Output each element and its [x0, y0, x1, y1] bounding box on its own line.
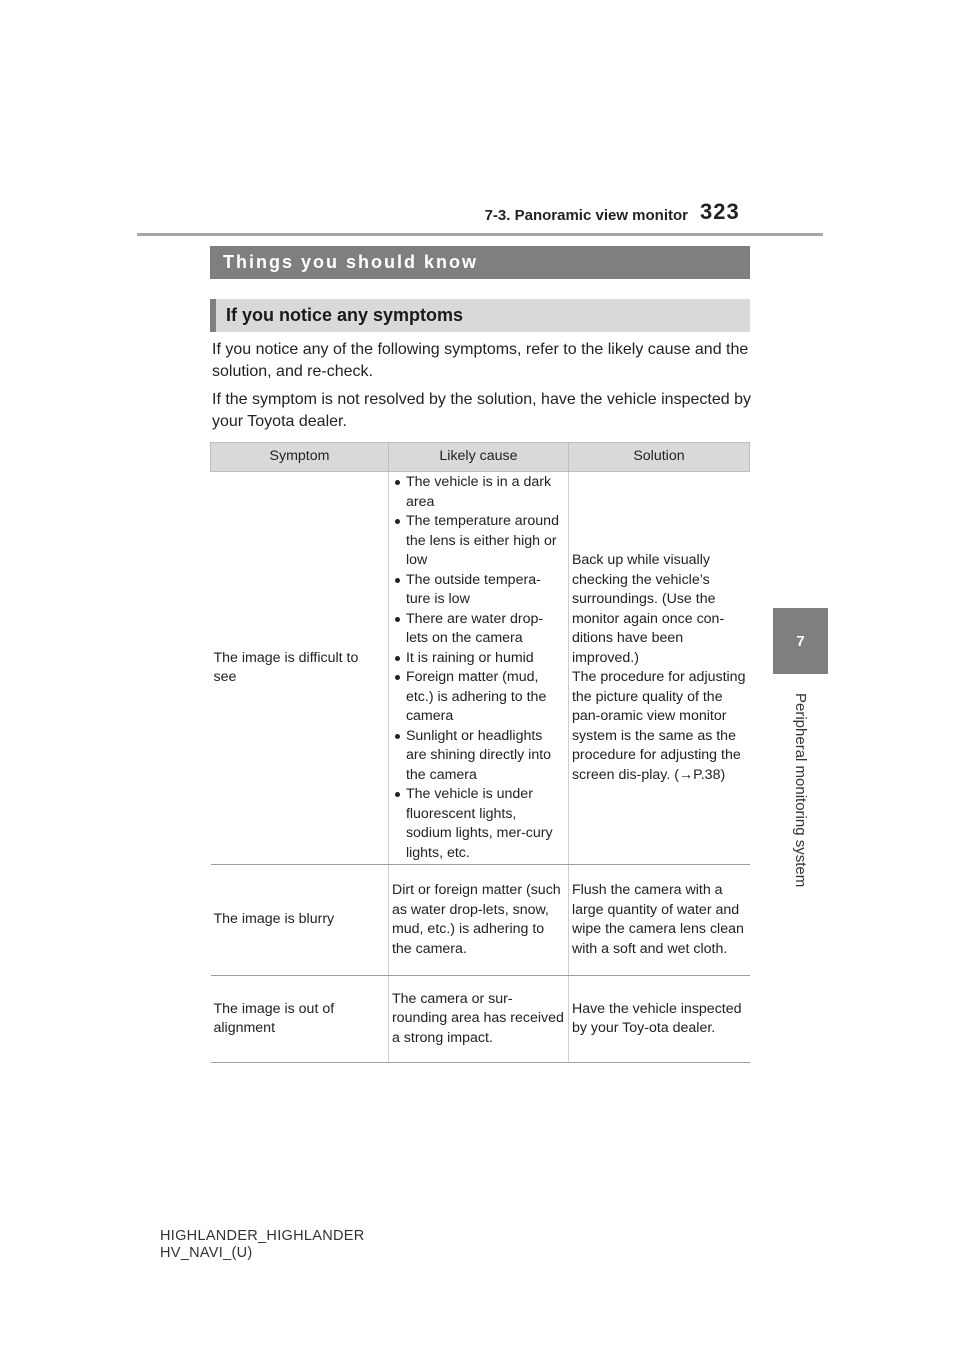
symptom-table — [210, 442, 750, 1063]
chapter-title: Peripheral monitoring system — [792, 692, 809, 888]
intro-paragraph-1: If you notice any of the following symptoms, refer to the likely cause and the solution, and re-check. — [212, 341, 749, 380]
document-footer — [160, 1228, 365, 1262]
cause-cell — [388, 472, 568, 865]
list-item: The vehicle is under fluorescent lights, sodium lights, mer-cury lights, etc. — [392, 785, 565, 863]
symptom-cell: The image is difficult to see — [211, 472, 389, 865]
list-item: The outside tempera-ture is low — [392, 571, 565, 610]
list-item: The vehicle is in a dark area — [392, 473, 565, 512]
header-divider — [137, 233, 823, 236]
table-row — [211, 976, 750, 1063]
table-row — [211, 865, 750, 976]
solution-text: Back up while visually checking the vehicle’s surroundings. (Use the monitor again once con-ditions have been improved.) — [571, 552, 725, 666]
solution-text-extra: The procedure for adjusting the picture quality of the pan-oramic view monitor system is the same as the procedure for adjusting the screen dis-play. (→P.38) — [571, 669, 746, 783]
column-header-solution: Solution — [568, 443, 749, 472]
chapter-tab-label — [773, 680, 828, 900]
solution-cell — [568, 472, 749, 865]
section-banner: Things you should know — [210, 246, 750, 279]
column-header-symptom: Symptom — [211, 443, 389, 472]
subsection-banner: If you notice any symptoms — [210, 299, 750, 332]
cause-cell: Dirt or foreign matter (such as water drop-lets, snow, mud, etc.) is adhering to the camera. — [388, 865, 568, 976]
cause-cell: The camera or sur-rounding area has received a strong impact. — [388, 976, 568, 1063]
footer-line-1: HIGHLANDER_HIGHLANDER — [160, 1228, 365, 1244]
symptom-cell: The image is blurry — [211, 865, 389, 976]
column-header-cause: Likely cause — [388, 443, 568, 472]
list-item: There are water drop-lets on the camera — [392, 610, 565, 649]
list-item: It is raining or humid — [392, 649, 565, 669]
list-item: Foreign matter (mud, etc.) is adhering to the camera — [392, 668, 565, 727]
footer-line-2: HV_NAVI_(U) — [160, 1245, 253, 1261]
intro-paragraph-2: If the symptom is not resolved by the solution, have the vehicle inspected by your Toyota dealer. — [212, 391, 751, 430]
cause-list — [392, 473, 565, 863]
page-number: 323 — [700, 199, 740, 224]
list-item: The temperature around the lens is either high or low — [392, 512, 565, 571]
solution-cell: Flush the camera with a large quantity of water and wipe the camera lens clean with a soft and wet cloth. — [568, 865, 749, 976]
section-title: 7-3. Panoramic view monitor — [484, 207, 688, 224]
symptom-cell: The image is out of alignment — [211, 976, 389, 1063]
table-row — [211, 472, 750, 865]
chapter-tab-number: 7 — [773, 608, 828, 674]
solution-cell: Have the vehicle inspected by your Toy-ota dealer. — [568, 976, 749, 1063]
table-header-row — [211, 443, 750, 472]
list-item: Sunlight or headlights are shining directly into the camera — [392, 727, 565, 786]
